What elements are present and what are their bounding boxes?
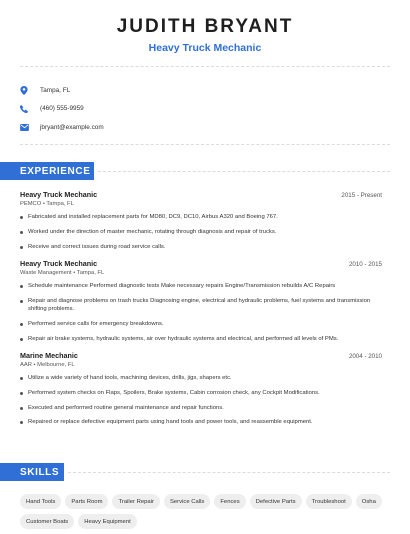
contact-location-text: Tampa, FL — [40, 86, 71, 94]
job-bullet: Repair and diagnose problems on trash trucks Diagnosing engine, electrical and hydraulic problems, fuel systems and transmission shifting problems. — [20, 297, 382, 314]
job-dates: 2010 - 2015 — [348, 261, 382, 268]
skill-chip: Heavy Equipment — [78, 514, 137, 529]
skill-chip: Fences — [214, 494, 245, 509]
job-dates: 2015 - Present — [341, 192, 382, 199]
job-bullet: Executed and performed routine general maintenance and repair functions. — [20, 404, 382, 413]
skill-chip: Parts Room — [65, 494, 108, 509]
candidate-name: JUDITH BRYANT — [116, 16, 294, 37]
experience-heading-line — [98, 171, 390, 172]
job-bullets — [20, 213, 382, 251]
resume-header — [0, 0, 410, 55]
contact-list — [20, 81, 104, 137]
skill-chip: Defective Parts — [250, 494, 302, 509]
job-title: Heavy Truck Mechanic — [20, 190, 98, 199]
skill-chip: Service Calls — [164, 494, 210, 509]
job-company: AAR • Melbourne, FL — [20, 362, 75, 368]
job-title: Heavy Truck Mechanic — [20, 259, 98, 268]
skills-section-header — [0, 463, 64, 481]
location-pin-icon — [20, 86, 40, 95]
skills-list — [20, 494, 390, 534]
experience-section-header — [0, 162, 94, 180]
skills-heading-line — [68, 472, 390, 473]
skill-chip: Customer Boats — [20, 514, 74, 529]
job-company: PEMCO • Tampa, FL — [20, 201, 74, 207]
email-icon — [20, 124, 40, 131]
job-bullet: Repair air brake systems, hydraulic systems, air over hydraulic systems and electrical, and performed all levels of PMs. — [20, 335, 382, 344]
contact-phone — [20, 100, 104, 118]
skill-chip: Osha — [356, 494, 382, 509]
job-bullet: Repaired or replace defective equipment parts using hand tools and power tools, and reassemble equipment. — [20, 418, 382, 427]
header-divider — [20, 66, 390, 67]
job-bullets — [20, 282, 382, 344]
job-title: Marine Mechanic — [20, 351, 78, 360]
job-bullet: Worked under the direction of master mechanic, rotating through diagnosis and repair of trucks. — [20, 228, 382, 237]
job-entry — [20, 351, 382, 433]
job-bullet: Fabricated and installed replacement parts for MD80, DC9, DC10, Airbus A320 and Boeing 767. — [20, 213, 382, 222]
skill-chip: Troubleshoot — [306, 494, 352, 509]
job-bullet: Receive and correct issues during road service calls. — [20, 243, 382, 252]
contact-email — [20, 118, 104, 136]
phone-icon — [20, 105, 40, 113]
job-bullet: Utilize a wide variety of hand tools, machining devices, drills, jigs, shapers etc. — [20, 374, 382, 383]
job-entry — [20, 190, 382, 257]
contact-location — [20, 81, 104, 99]
job-entry — [20, 259, 382, 350]
job-dates: 2004 - 2010 — [348, 353, 382, 360]
skill-row — [20, 494, 390, 509]
experience-heading: EXPERIENCE — [20, 165, 91, 177]
skill-row — [20, 514, 390, 529]
skill-chip: Trailer Repair — [112, 494, 159, 509]
skills-heading: SKILLS — [20, 466, 60, 478]
contact-email-text: jbryant@example.com — [40, 123, 104, 131]
job-bullets — [20, 374, 382, 427]
job-bullet: Schedule maintenance Performed diagnostic tests Make necessary repairs Engine/Transmission rebuilds A/C Repairs — [20, 282, 382, 291]
contact-phone-text: (460) 555-9959 — [40, 105, 84, 112]
contact-divider — [20, 144, 390, 145]
job-bullet: Performed service calls for emergency breakdowns. — [20, 320, 382, 329]
skill-chip: Hand Tools — [20, 494, 61, 509]
candidate-title: Heavy Truck Mechanic — [148, 42, 262, 54]
job-bullet: Performed system checks on Flaps, Spoilers, Brake systems, Cabin corrosion check, any Cockpit Modifications. — [20, 389, 382, 398]
job-company: Waste Management • Tampa, FL — [20, 270, 105, 276]
